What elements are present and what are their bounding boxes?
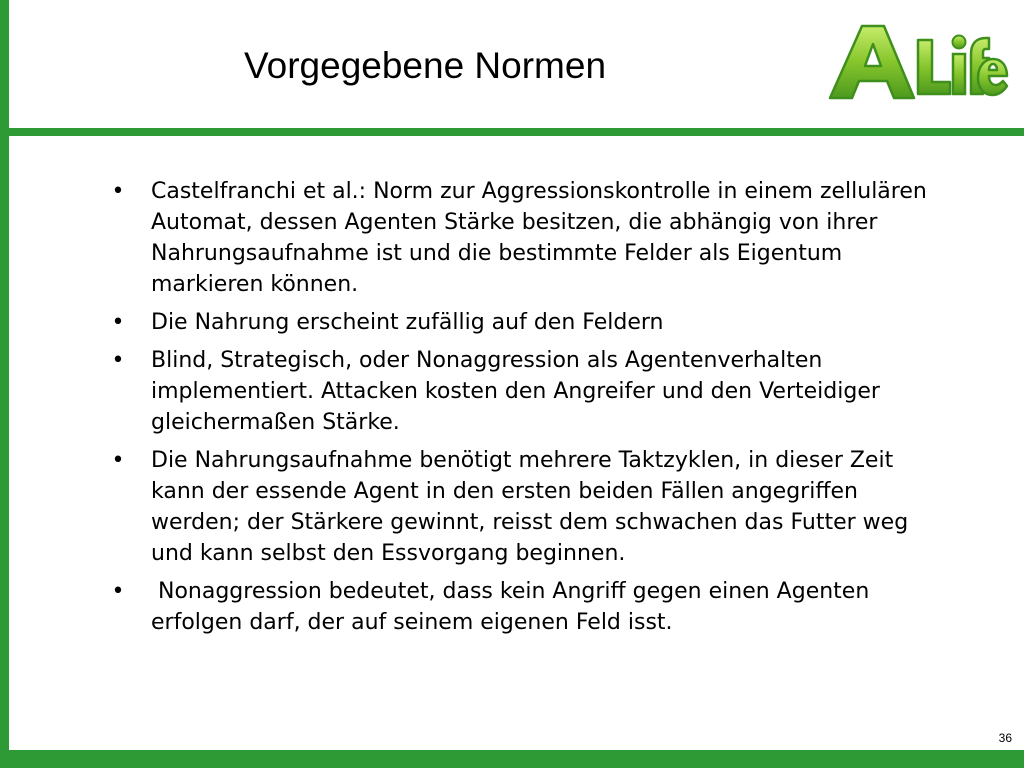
bullet-text: Die Nahrungsaufnahme benötigt mehrere Taktzyklen, in dieser Zeit kann der essende Agent in den ersten beiden Fällen angegriffen werden; der Stärkere gewinnt, reisst dem schwachen das Futter weg und kann selbst den Essvorgang beginnen. [151,448,909,566]
bullet-dot: • [111,179,125,204]
logo-i-dot [953,36,966,49]
bullet-text: Die Nahrung erscheint zufällig auf den Feldern [151,310,664,335]
slide-title: Vorgegebene Normen [244,45,607,86]
bullet-item [110,345,950,438]
bullet-item [110,445,950,569]
left-accent-bar [0,0,9,768]
logo-letter-e [978,59,1007,95]
footer-bar [0,750,1024,768]
bullet-dot: • [111,348,125,373]
bullet-item [110,176,950,300]
bullet-dot: • [111,448,125,473]
page-number: 36 [998,731,1012,745]
logo-letter-a [830,26,914,98]
header-rule [0,128,1024,136]
bullet-list [110,176,950,645]
bullet-item [110,576,950,638]
logo-letter-l [918,40,950,94]
bullet-text: Castelfranchi et al.: Norm zur Aggressionskontrolle in einem zellulären Automat, dessen Agenten Stärke besitzen, die abhängig von ihrer Nahrungsaufnahme ist und die bestimmte Felder als Eigentum markieren können. [151,179,927,297]
bullet-text: Nonaggression bedeutet, dass kein Angriff gegen einen Agenten erfolgen darf, der auf seinem eigenen Feld isst. [151,579,870,635]
bullet-dot: • [111,310,125,335]
bullet-item [110,307,950,338]
bullet-dot: • [111,579,125,604]
bullet-text: Blind, Strategisch, oder Nonaggression als Agentenverhalten implementiert. Attacken kosten den Angreifer und den Verteidiger gleichermaßen Stärke. [151,348,880,435]
logo-letter-i [953,54,965,94]
alife-logo [826,22,1010,106]
